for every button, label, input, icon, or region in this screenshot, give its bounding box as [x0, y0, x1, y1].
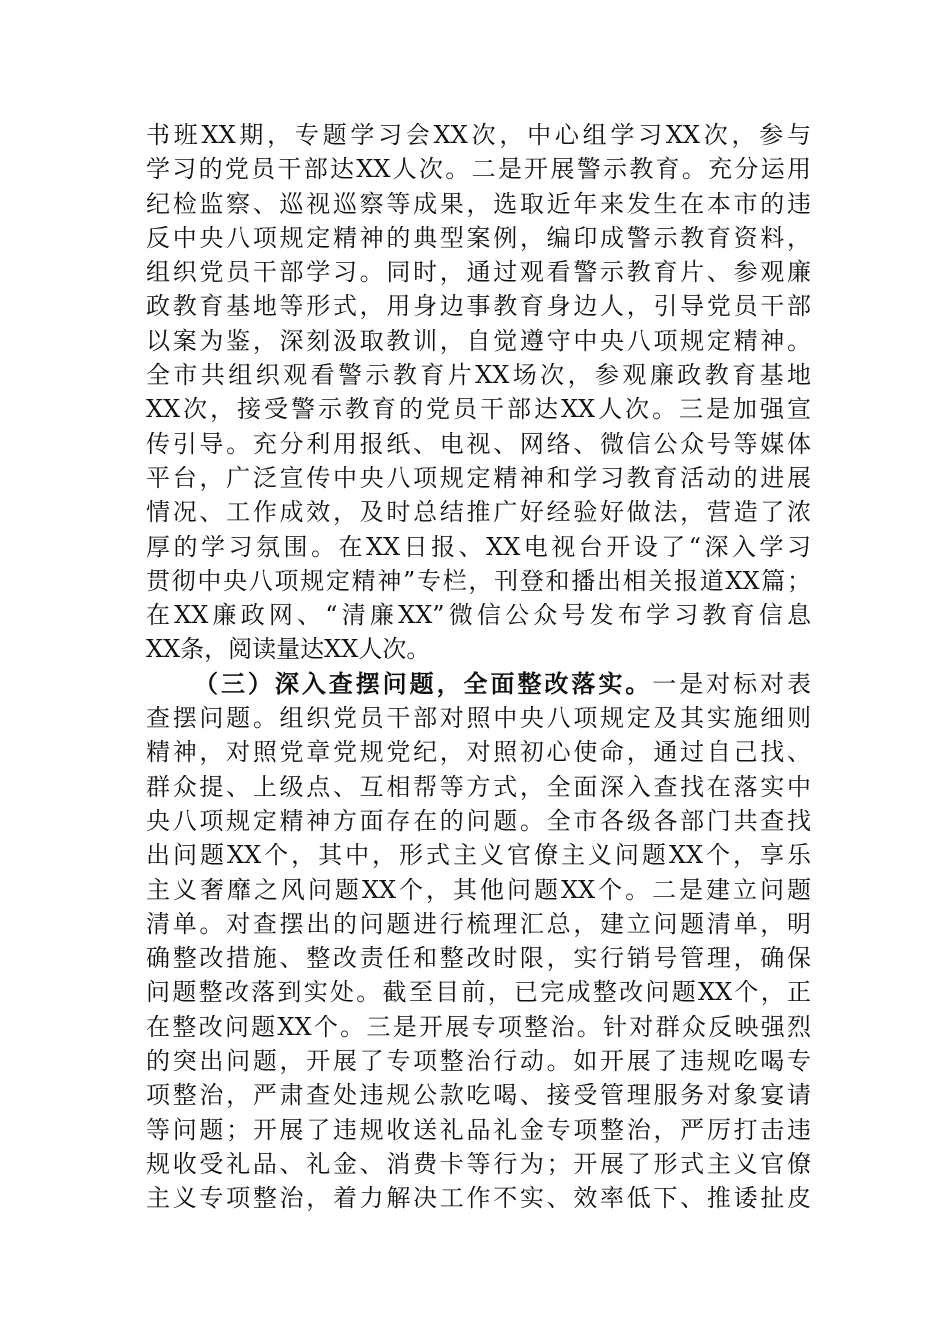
text-line: 平台，广泛宣传中央八项规定精神和学习教育活动的进展 — [146, 463, 811, 492]
text-line: 问题整改落到实处。截至目前，已完成整改问题XX个，正 — [146, 978, 811, 1007]
text-line: 央八项规定精神方面存在的问题。全市各级各部门共查找 — [146, 806, 811, 835]
section-first-line-rest: 一是对标对表 — [652, 669, 812, 698]
text-line: 反中央八项规定精神的典型案例，编印成警示教育资料， — [146, 223, 811, 252]
text-line: 纪检监察、巡视巡察等成果，选取近年来发生在本市的违 — [146, 189, 811, 218]
section-heading: （三）深入查摆问题，全面整改落实。 — [194, 668, 653, 698]
text-line: 清单。对查摆出的问题进行梳理汇总，建立问题清单，明 — [146, 909, 811, 938]
text-line: 书班XX期，专题学习会XX次，中心组学习XX次，参与 — [146, 121, 811, 149]
text-line: 确整改措施、整改责任和整改时限，实行销号管理，确保 — [146, 944, 811, 973]
text-line: 主义专项整治，着力解决工作不实、效率低下、推诿扯皮 — [146, 1184, 811, 1213]
text-line: 等问题；开展了违规收送礼品礼金专项整治，严厉打击违 — [146, 1115, 811, 1144]
text-line: 政教育基地等形式，用身边事教育身边人，引导党员干部 — [146, 292, 811, 321]
text-line: 厚的学习氛围。在XX日报、XX电视台开设了“深入学习 — [146, 532, 811, 561]
text-line: 项整治，严肃查处违规公款吃喝、接受管理服务对象宴请 — [146, 1081, 811, 1110]
document-body — [146, 118, 811, 1216]
section-heading-line — [146, 667, 811, 701]
text-line: XX次，接受警示教育的党员干部达XX人次。三是加强宣 — [146, 395, 811, 424]
text-line: 出问题XX个，其中，形式主义官僚主义问题XX个，享乐 — [146, 841, 811, 870]
text-line: 在XX廉政网、“清廉XX”微信公众号发布学习教育信息 — [146, 601, 811, 630]
text-line: 的突出问题，开展了专项整治行动。如开展了违规吃喝专 — [146, 1047, 811, 1076]
text-line: 主义奢靡之风问题XX个，其他问题XX个。二是建立问题 — [146, 875, 811, 904]
text-line: 查摆问题。组织党员干部对照中央八项规定及其实施细则 — [146, 704, 811, 733]
text-line: 传引导。充分利用报纸、电视、网络、微信公众号等媒体 — [146, 429, 811, 458]
text-line: 规收受礼品、礼金、消费卡等行为；开展了形式主义官僚 — [146, 1149, 811, 1178]
text-line: 情况、工作成效，及时总结推广好经验好做法，营造了浓 — [146, 498, 811, 527]
text-line-paragraph-end: XX条，阅读量达XX人次。 — [146, 635, 431, 664]
text-line: 在整改问题XX个。三是开展专项整治。针对群众反映强烈 — [146, 1012, 811, 1041]
text-line: 组织党员干部学习。同时，通过观看警示教育片、参观廉 — [146, 258, 811, 287]
text-line: 贯彻中央八项规定精神”专栏，刊登和播出相关报道XX篇； — [146, 566, 811, 595]
text-line: 精神，对照党章党规党纪，对照初心使命，通过自己找、 — [146, 738, 811, 767]
text-line: 以案为鉴，深刻汲取教训，自觉遵守中央八项规定精神。 — [146, 326, 811, 355]
text-line: 群众提、上级点、互相帮等方式，全面深入查找在落实中 — [146, 772, 811, 801]
text-line: 学习的党员干部达XX人次。二是开展警示教育。充分运用 — [146, 155, 811, 184]
text-line: 全市共组织观看警示教育片XX场次，参观廉政教育基地 — [146, 361, 811, 390]
